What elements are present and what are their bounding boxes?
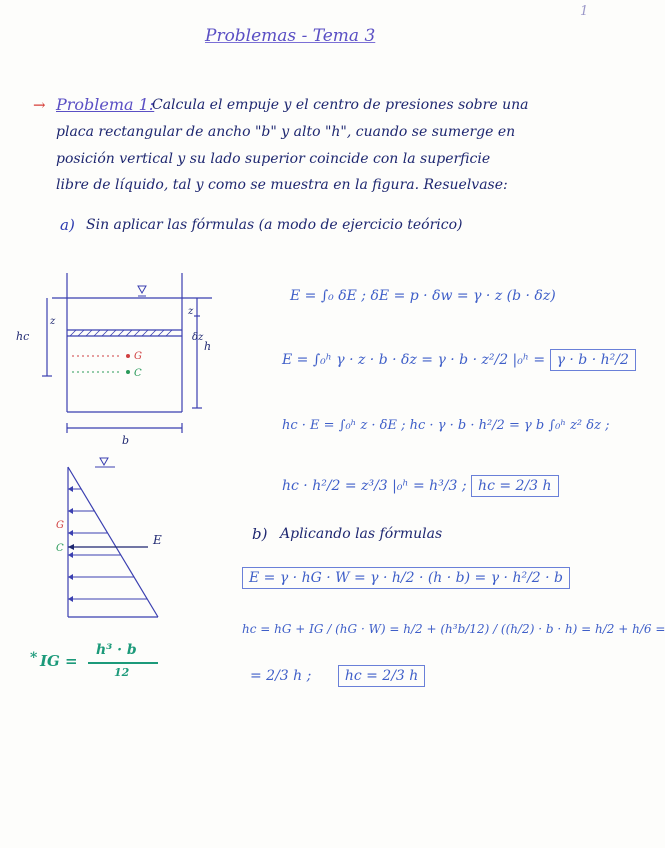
part-a-label: a) xyxy=(60,216,75,234)
inertia-star: * xyxy=(30,650,38,666)
label-G: G xyxy=(134,351,142,362)
eq-b3-lhs: = 2/3 h ; xyxy=(250,668,312,684)
inertia-denominator: 12 xyxy=(114,666,130,679)
problem-line-3: posición vertical y su lado superior coincide con la superficie xyxy=(56,151,491,167)
inertia-fraction-bar xyxy=(88,662,158,664)
tank-figure xyxy=(12,268,212,448)
inertia-lhs: IG = xyxy=(40,652,78,670)
eq-a2-box: γ · b · h²/2 xyxy=(550,349,636,371)
label-dz: δz xyxy=(192,332,204,343)
label-E: E xyxy=(153,533,162,547)
page-title: Problemas - Tema 3 xyxy=(205,26,376,46)
eq-a1: E = ∫₀ δE ; δE = p · δw = γ · z (b · δz) xyxy=(290,288,556,304)
page-number: 1 xyxy=(580,4,589,19)
eq-a4-box: hc = 2/3 h xyxy=(471,475,559,497)
eq-a4-lhs: hc · h²/2 = z³/3 |₀ʰ = h³/3 ; xyxy=(282,478,467,494)
eq-a3: hc · E = ∫₀ʰ z · δE ; hc · γ · b · h²/2 = γ b ∫₀ʰ z² δz ; xyxy=(282,418,610,433)
eq-a2 xyxy=(282,352,636,368)
eq-b2: hc = hG + IG / (hG · W) = h/2 + (h³b/12) / ((h/2) · b · h) = h/2 + h/6 = xyxy=(242,622,665,636)
arrow-icon: → xyxy=(33,96,46,114)
problem-line-4: libre de líquido, tal y como se muestra en la figura. Resuelvase: xyxy=(56,177,508,193)
problem-line-2: placa rectangular de ancho "b" y alto "h", cuando se sumerge en xyxy=(56,124,516,140)
label-hc: hc xyxy=(16,330,30,343)
inertia-numerator: h³ · b xyxy=(96,642,137,658)
pressure-diagram xyxy=(40,452,200,632)
label-G2: G xyxy=(56,520,64,531)
label-C: C xyxy=(134,368,142,379)
part-b-text: Aplicando las fórmulas xyxy=(280,526,443,542)
problem-line-1: Calcula el empuje y el centro de presiones sobre una xyxy=(152,97,529,113)
label-z: z xyxy=(188,306,194,317)
eq-b1-box: E = γ · hG · W = γ · h/2 · (h · b) = γ · h²/2 · b xyxy=(242,567,570,589)
part-b-label: b) xyxy=(252,525,268,543)
eq-b1 xyxy=(242,570,570,586)
label-z-left: z xyxy=(50,316,56,327)
eq-b3-box: hc = 2/3 h xyxy=(338,665,426,687)
label-C2: C xyxy=(56,543,64,554)
label-b: b xyxy=(122,434,130,447)
problem-label: Problema 1: xyxy=(56,95,155,114)
part-a-text: Sin aplicar las fórmulas (a modo de ejercicio teórico) xyxy=(86,217,463,233)
label-h: h xyxy=(204,340,212,353)
eq-a4 xyxy=(282,478,559,494)
eq-a2-lhs: E = ∫₀ʰ γ · z · b · δz = γ · b · z²/2 |₀ʰ = xyxy=(282,352,546,368)
eq-b3 xyxy=(250,668,425,684)
